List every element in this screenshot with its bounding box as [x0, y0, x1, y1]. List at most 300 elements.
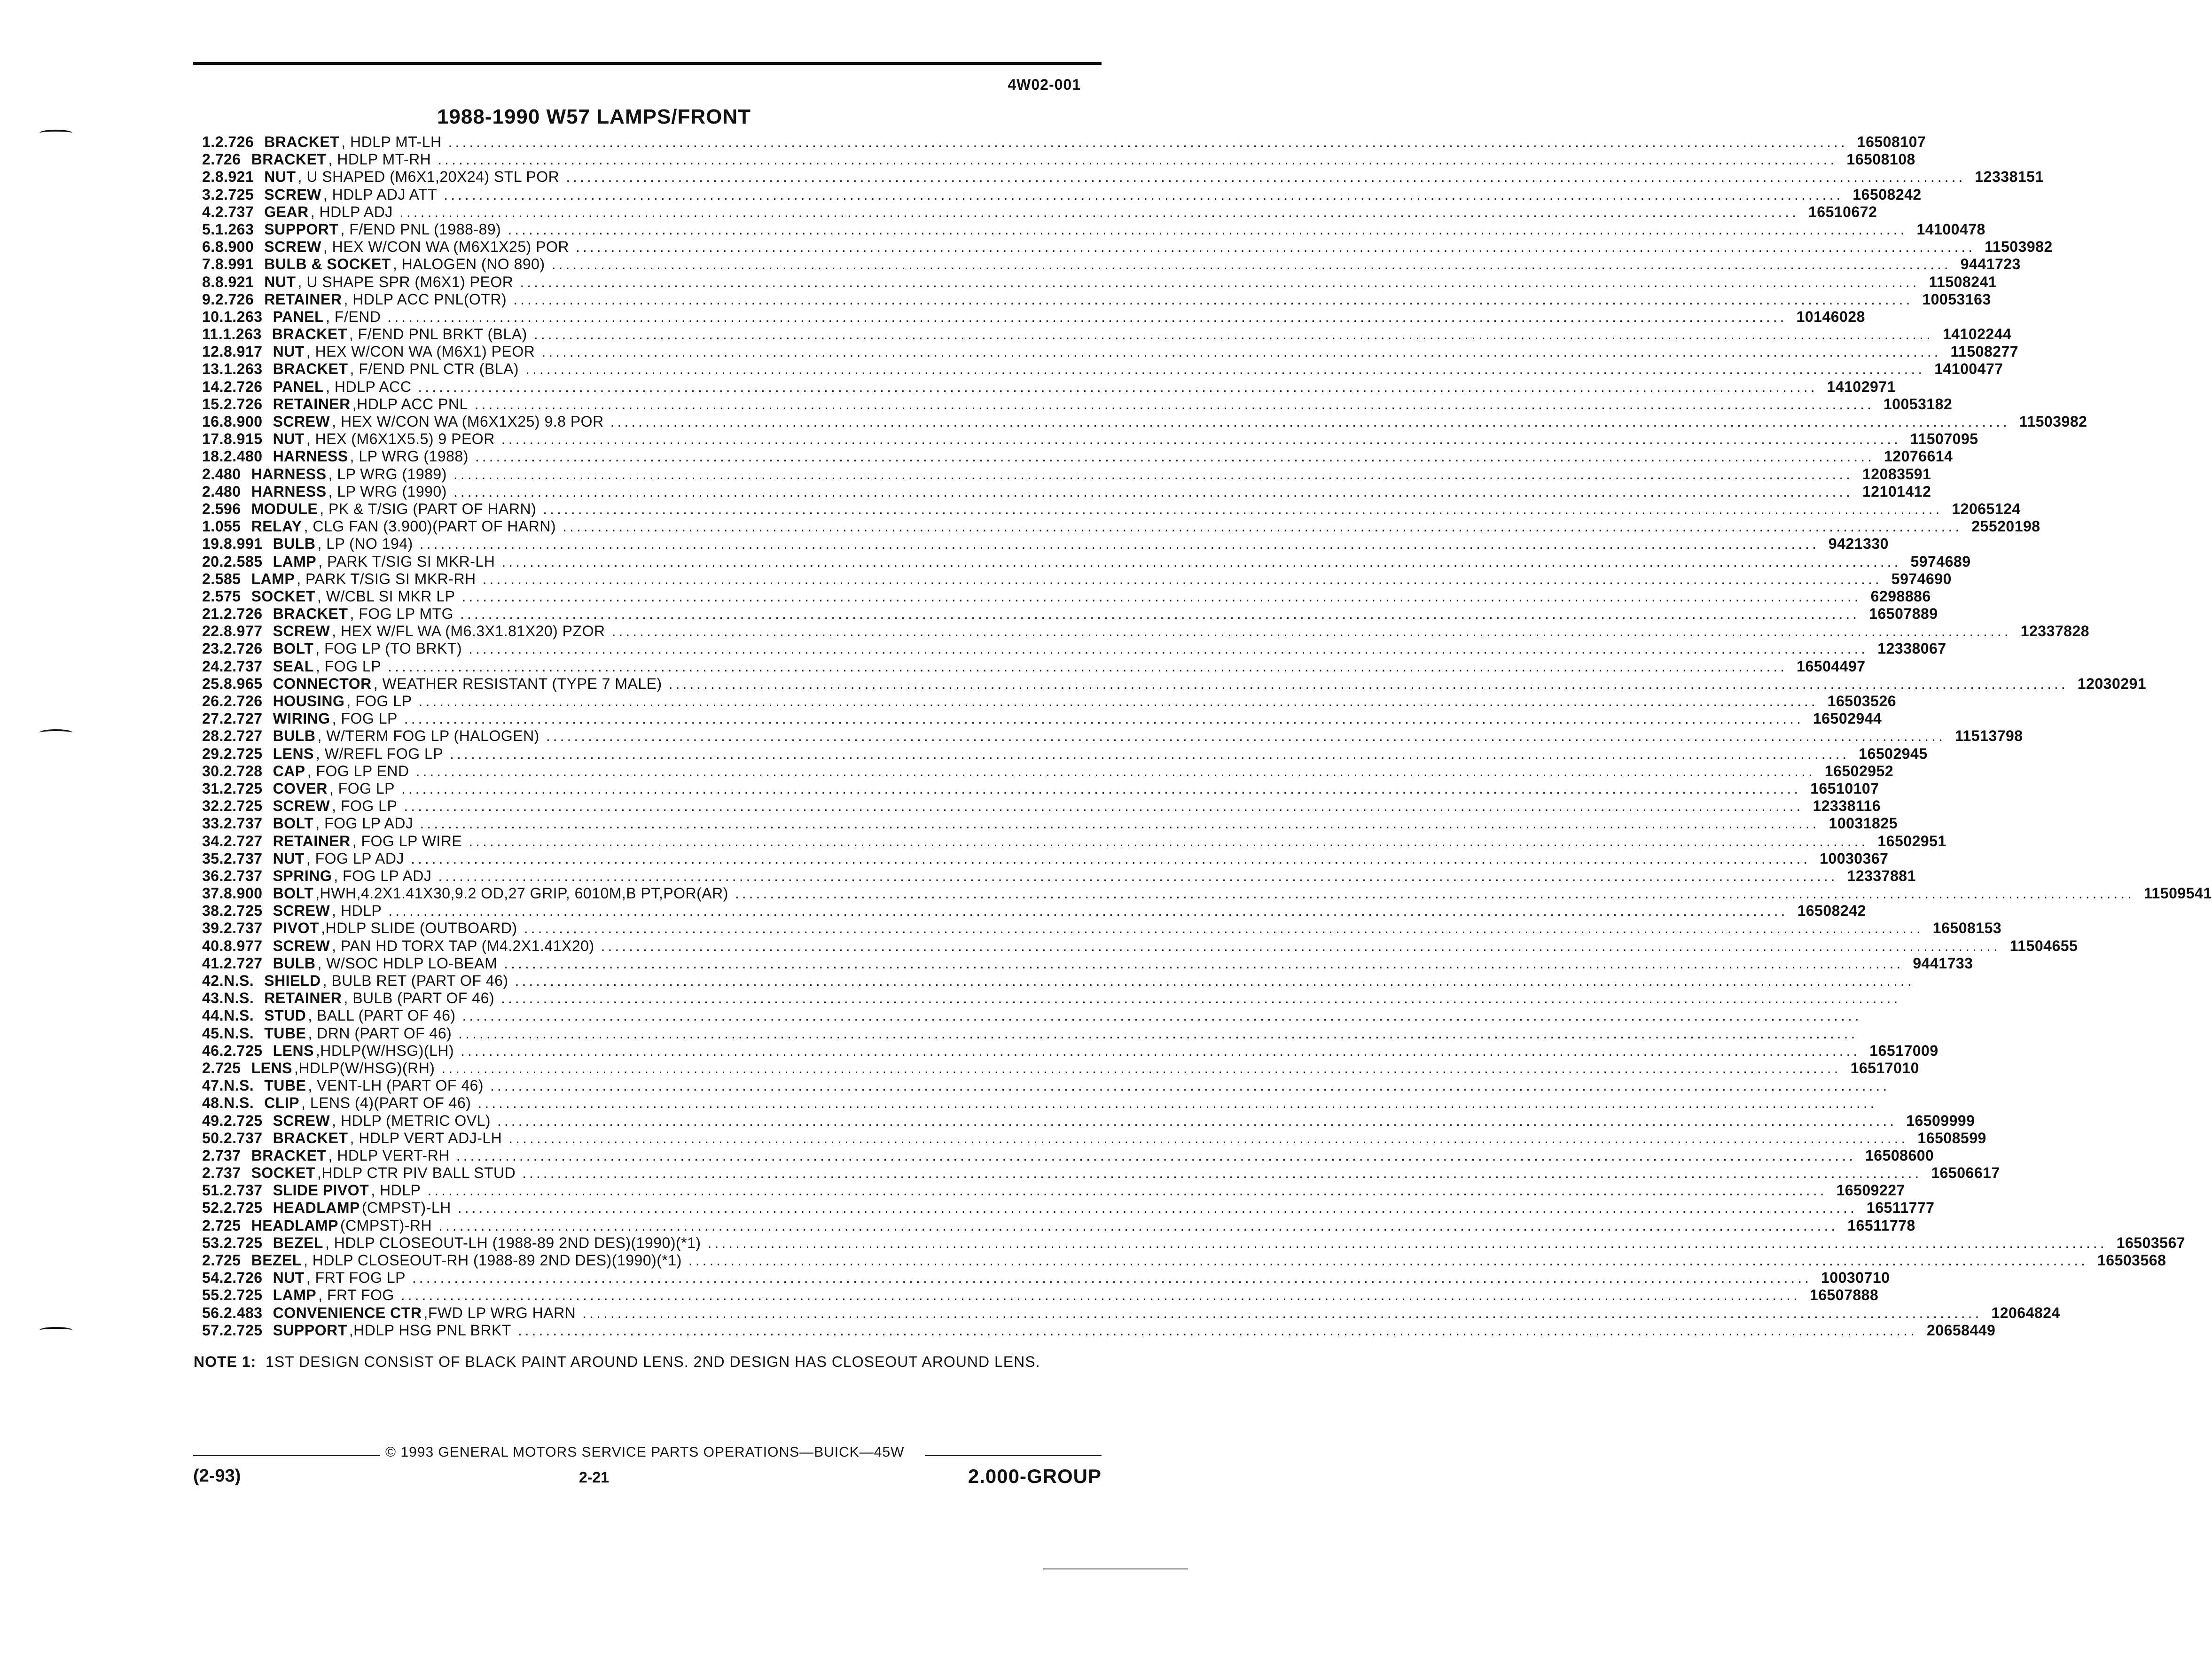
part-description: [263, 675, 2078, 693]
part-detail: , FOG LP: [315, 657, 382, 675]
part-number: 16508242: [1852, 186, 1922, 203]
part-name: CAP: [273, 762, 305, 780]
part-name: COVER: [273, 780, 328, 797]
ref-number: 50.: [202, 1129, 224, 1147]
dot-leader: ........................................................................................................................................................................................................: [388, 902, 1788, 920]
part-row: [202, 203, 1877, 221]
part-name: HARNESS: [251, 483, 327, 500]
dot-leader: ........................................................................................................................................................................................................: [453, 465, 1853, 483]
punch-hole-mark: [39, 1327, 72, 1334]
group-number: N.S.: [223, 990, 254, 1007]
part-row: [202, 1129, 1986, 1147]
group-number: 2.480: [202, 483, 241, 500]
dot-leader: ........................................................................................................................................................................................................: [460, 605, 1860, 623]
group-number: 2.727: [223, 727, 263, 745]
group-number: 2.737: [223, 1129, 263, 1147]
part-name: SCREW: [264, 238, 321, 256]
part-number: 5974690: [1891, 570, 1952, 587]
part-detail: , HDLP: [332, 902, 382, 920]
dot-leader: ........................................................................................................................................................................................................: [477, 1094, 1877, 1112]
part-row: [202, 1059, 1919, 1077]
part-name: BRACKET: [272, 326, 347, 343]
part-detail: , U SHAPE SPR (M6X1) PEOR: [297, 273, 514, 290]
group-number: 2.726: [223, 640, 263, 657]
ref-number: 28.: [202, 727, 224, 745]
part-row: [202, 570, 1952, 588]
part-row: [202, 448, 1953, 465]
part-description: [263, 902, 1798, 920]
dot-leader: ........................................................................................................................................................................................................: [566, 168, 1966, 186]
ref-number: 10.: [202, 308, 224, 325]
part-detail: , BULB RET (PART OF 46): [322, 972, 508, 989]
part-description: [241, 588, 1871, 605]
ref-number: 57.: [202, 1321, 224, 1339]
part-name: SCREW: [273, 902, 330, 920]
part-name: HARNESS: [273, 448, 348, 465]
part-name: SUPPORT: [273, 1321, 347, 1339]
group-number: 2.480: [223, 448, 263, 465]
dot-leader: ........................................................................................................................................................................................................: [469, 832, 1868, 850]
part-name: CONVENIENCE CTR: [273, 1304, 422, 1321]
part-row: [202, 780, 1879, 797]
part-row: [202, 1164, 2000, 1182]
part-number: 16510107: [1810, 780, 1879, 797]
part-number: 16510672: [1808, 203, 1877, 220]
ref-number: 44.: [202, 1007, 224, 1024]
part-name: NUT: [273, 850, 305, 867]
dot-leader: ........................................................................................................................................................................................................: [453, 483, 1853, 500]
part-description: [263, 623, 2021, 640]
part-row: [202, 710, 1882, 727]
dot-leader: ........................................................................................................................................................................................................: [412, 1269, 1812, 1287]
part-name: NUT: [264, 273, 296, 290]
part-number: 11507095: [1910, 430, 1978, 448]
part-row: [202, 623, 2090, 640]
part-detail: , DRN (PART OF 46): [308, 1024, 452, 1042]
group-number: 2.725: [223, 780, 263, 797]
part-detail: , HEX (M6X1X5.5) 9 PEOR: [306, 430, 495, 448]
ref-number: 52.: [202, 1199, 224, 1217]
part-number: 12076614: [1884, 448, 1953, 465]
part-row: [202, 1199, 1935, 1217]
part-number: 16508600: [1865, 1147, 1934, 1164]
part-detail: ,HDLP ACC PNL: [352, 395, 468, 413]
part-number: 12337881: [1847, 867, 1916, 884]
dot-leader: ........................................................................................................................................................................................................: [497, 1112, 1897, 1129]
dot-leader: ........................................................................................................................................................................................................: [501, 990, 1901, 1007]
ref-number: 35.: [202, 850, 224, 867]
part-detail: , HDLP (METRIC OVL): [332, 1112, 491, 1129]
part-description: [263, 396, 1884, 413]
part-detail: ,HWH,4.2X1.41X30,9.2 OD,27 GRIP, 6010M,B PT,POR(AR): [315, 885, 728, 902]
part-row: [202, 535, 1889, 553]
group-number: 2.725: [202, 1252, 241, 1269]
group-number: 2.726: [223, 693, 263, 710]
part-description: [263, 1234, 2117, 1252]
group-number: 8.977: [223, 937, 263, 954]
group-number: 2.737: [223, 1182, 263, 1199]
group-number: 2.725: [223, 1112, 263, 1129]
ref-number: 45.: [202, 1024, 224, 1042]
dot-leader: ........................................................................................................................................................................................................: [543, 500, 1943, 517]
part-detail: , PARK T/SIG SI MKR-LH: [318, 553, 495, 570]
part-description: [263, 833, 1878, 850]
part-name: LAMP: [273, 553, 317, 570]
group-number: 2.725: [223, 1199, 263, 1217]
group-number: 8.900: [223, 413, 263, 430]
ref-number: 55.: [202, 1287, 224, 1304]
part-name: WIRING: [273, 710, 330, 727]
dot-leader: ........................................................................................................................................................................................................: [482, 570, 1882, 587]
part-detail: , LENS (4)(PART OF 46): [301, 1094, 471, 1112]
part-number: 12338151: [1975, 168, 2044, 186]
part-description: [263, 1304, 1992, 1322]
part-detail: , FOG LP: [332, 710, 398, 727]
part-number: 11503982: [2019, 413, 2087, 430]
part-row: [202, 430, 1978, 448]
part-detail: , LP WRG (1990): [328, 483, 447, 500]
part-row: [202, 168, 2044, 186]
part-number: 11503982: [1985, 238, 2053, 256]
part-detail: , BULB (PART OF 46): [344, 990, 495, 1007]
part-detail: , W/TERM FOG LP (HALOGEN): [317, 727, 539, 745]
part-description: [254, 1077, 1899, 1094]
part-description: [254, 238, 1985, 256]
part-description: [241, 1164, 1931, 1182]
part-detail: , LP WRG (1988): [350, 448, 469, 465]
part-number: 16507889: [1869, 605, 1938, 623]
part-name: SHIELD: [264, 972, 321, 989]
part-detail: , BALL (PART OF 46): [308, 1007, 456, 1024]
part-detail: , WEATHER RESISTANT (TYPE 7 MALE): [373, 675, 662, 692]
group-number: 2.726: [223, 378, 263, 395]
part-number: 12065124: [1952, 500, 2021, 517]
part-row: [202, 693, 1897, 710]
part-description: [263, 413, 2019, 430]
footer-rule-right: [925, 1455, 1102, 1456]
group-number: 2.737: [215, 203, 254, 220]
part-detail: , FRT FOG: [318, 1287, 394, 1304]
ref-number: 2.: [202, 168, 215, 186]
part-number: 16517009: [1869, 1042, 1938, 1059]
dot-leader: ........................................................................................................................................................................................................: [404, 710, 1804, 727]
part-number: 16511778: [1847, 1217, 1915, 1234]
part-detail: , FOG LP MTG: [350, 605, 454, 623]
part-row: [202, 1304, 2060, 1322]
part-row: [202, 500, 2021, 518]
part-number: 16511777: [1866, 1199, 1935, 1217]
part-detail: ,HDLP(W/HSG)(RH): [294, 1059, 435, 1077]
part-detail: , HDLP MT-LH: [341, 133, 442, 150]
ref-number: 13.: [202, 360, 224, 378]
part-number: 16502945: [1859, 745, 1928, 762]
dot-leader: ........................................................................................................................................................................................................: [410, 850, 1811, 867]
dot-leader: ........................................................................................................................................................................................................: [508, 220, 1907, 238]
part-description: [263, 1112, 1907, 1130]
part-number: 16507888: [1809, 1287, 1879, 1304]
part-name: BULB & SOCKET: [264, 256, 391, 273]
part-row: [202, 745, 1928, 763]
dot-leader: ........................................................................................................................................................................................................: [418, 378, 1818, 395]
ref-number: 3.: [202, 186, 215, 203]
part-detail: , F/END PNL BRKT (BLA): [349, 326, 527, 343]
part-number: 14102244: [1942, 326, 2012, 343]
part-detail: , FOG LP (TO BRKT): [315, 640, 462, 657]
group-number: 2.725: [202, 1059, 241, 1077]
group-number: 2.575: [202, 587, 241, 605]
page-code: 4W02-001: [1008, 76, 1081, 93]
part-name: BULB: [273, 535, 316, 553]
group-number: 2.728: [223, 762, 263, 780]
part-detail: , F/END PNL (1988-89): [340, 220, 501, 238]
ref-number: 42.: [202, 972, 224, 989]
group-number: 2.737: [223, 815, 263, 832]
part-row: [202, 413, 2087, 430]
ref-number: 16.: [202, 413, 224, 430]
part-number: 16502951: [1877, 832, 1946, 850]
part-row: [202, 1094, 1877, 1112]
part-name: BOLT: [273, 815, 314, 832]
part-row: [202, 1007, 1862, 1024]
part-number: 16503568: [2097, 1252, 2166, 1269]
part-description: [254, 1025, 1867, 1042]
part-row: [202, 587, 1931, 605]
part-number: 16508242: [1797, 902, 1866, 920]
dot-leader: ........................................................................................................................................................................................................: [735, 885, 2134, 902]
dot-leader: ........................................................................................................................................................................................................: [388, 657, 1788, 675]
group-number: 2.725: [223, 1042, 263, 1059]
ref-number: 8.: [202, 273, 215, 290]
part-name: HOUSING: [273, 693, 345, 710]
part-description: [254, 291, 1922, 308]
part-detail: , FOG LP: [346, 693, 412, 710]
part-name: PANEL: [273, 378, 324, 395]
part-name: PIVOT: [273, 920, 320, 937]
part-row: [202, 797, 1881, 815]
part-name: RETAINER: [264, 290, 342, 308]
dot-leader: ........................................................................................................................................................................................................: [668, 675, 2068, 692]
part-number: 16508108: [1846, 151, 1915, 168]
part-detail: , HDLP ACC: [326, 378, 412, 395]
group-number: 2.585: [223, 553, 263, 570]
dot-leader: ........................................................................................................................................................................................................: [418, 693, 1818, 710]
part-detail: , PK & T/SIG (PART OF HARN): [320, 500, 537, 517]
part-description: [263, 1269, 1821, 1287]
part-row: [202, 640, 1946, 657]
scan-edge-line: [1043, 1568, 1188, 1569]
part-name: RELAY: [251, 518, 302, 535]
dot-leader: ........................................................................................................................................................................................................: [474, 395, 1874, 413]
ref-number: 23.: [202, 640, 224, 657]
part-number: 16508599: [1917, 1129, 1986, 1147]
group-number: 2.726: [215, 290, 254, 308]
part-number: 12083591: [1862, 465, 1931, 483]
group-number: 8.991: [223, 535, 263, 553]
group-number: 1.263: [223, 326, 262, 343]
part-description: [263, 448, 1884, 465]
part-description: [262, 326, 1943, 343]
group-number: 2.725: [202, 1217, 241, 1234]
part-row: [202, 308, 1865, 326]
part-description: [263, 430, 1910, 448]
part-detail: , FOG LP ADJ: [306, 850, 404, 867]
dot-leader: ........................................................................................................................................................................................................: [399, 203, 1799, 220]
part-number: 12030291: [2077, 675, 2147, 692]
group-number: 2.737: [223, 657, 263, 675]
part-number: 12338067: [1877, 640, 1946, 657]
part-name: BRACKET: [273, 360, 348, 378]
part-number: 12064824: [1991, 1304, 2060, 1321]
part-detail: , PARK T/SIG SI MKR-RH: [297, 570, 476, 587]
group-number: 2.737: [202, 1164, 241, 1182]
punch-hole-mark: [39, 729, 72, 736]
part-number: 11504655: [2009, 937, 2078, 954]
part-name: SOCKET: [251, 1164, 315, 1182]
part-description: [263, 885, 2144, 902]
group-number: 2.727: [223, 710, 263, 727]
part-description: [263, 535, 1829, 553]
group-number: 2.725: [223, 797, 263, 815]
dot-leader: ........................................................................................................................................................................................................: [501, 553, 1901, 570]
group-number: 1.263: [223, 308, 263, 325]
dot-leader: ........................................................................................................................................................................................................: [504, 954, 1904, 972]
part-number: 16506617: [1931, 1164, 2000, 1182]
part-row: [202, 762, 1894, 780]
ref-number: 41.: [202, 954, 224, 972]
part-row: [202, 815, 1898, 832]
part-number: 16509999: [1906, 1112, 1975, 1129]
part-number: 11508277: [1950, 343, 2019, 360]
group-number: 2.725: [223, 1287, 263, 1304]
part-name: BEZEL: [273, 1234, 323, 1251]
part-description: [241, 518, 1972, 535]
ref-number: 46.: [202, 1042, 224, 1059]
group-number: 8.977: [223, 623, 263, 640]
group-number: 8.900: [215, 238, 254, 256]
part-name: SCREW: [273, 1112, 330, 1129]
part-description: [241, 1217, 1848, 1234]
dot-leader: ........................................................................................................................................................................................................: [508, 1129, 1908, 1147]
part-description: [254, 186, 1852, 203]
part-description: [263, 815, 1829, 832]
ref-number: 56.: [202, 1304, 224, 1321]
part-name: HEADLAMP: [273, 1199, 360, 1217]
group-number: 2.727: [223, 954, 263, 972]
group-number: 2.726: [223, 395, 263, 413]
part-name: BRACKET: [273, 1129, 348, 1147]
part-row: [202, 1182, 1905, 1199]
part-row: [202, 151, 1915, 168]
part-description: [263, 710, 1813, 727]
group-number: 8.921: [215, 273, 254, 290]
ref-number: 11.: [202, 326, 223, 343]
part-detail: , FOG LP ADJ: [315, 815, 414, 832]
part-number: 5974689: [1910, 553, 1971, 570]
group-number: 2.737: [202, 1147, 241, 1164]
dot-leader: ........................................................................................................................................................................................................: [515, 972, 1915, 989]
part-name: CONNECTOR: [273, 675, 372, 692]
dot-leader: ........................................................................................................................................................................................................: [387, 308, 1787, 325]
part-row: [202, 832, 1946, 850]
part-description: [263, 780, 1811, 797]
part-number: 11509541: [2144, 885, 2212, 902]
ref-number: 22.: [202, 623, 224, 640]
part-detail: , HDLP MT-RH: [328, 151, 431, 168]
part-row: [202, 850, 1889, 867]
part-number: 16508153: [1932, 920, 2002, 937]
part-description: [241, 1252, 2097, 1269]
part-number: 14102971: [1827, 378, 1896, 395]
part-description: [263, 658, 1797, 675]
page-number: 2-21: [578, 1469, 610, 1486]
dot-leader: ........................................................................................................................................................................................................: [563, 518, 1962, 535]
part-row: [202, 186, 1922, 203]
part-name: TUBE: [264, 1024, 306, 1042]
part-detail: , FRT FOG LP: [306, 1269, 406, 1287]
group-number: N.S.: [223, 1007, 254, 1024]
ref-number: 31.: [202, 780, 224, 797]
group-number: 1.055: [202, 518, 241, 535]
part-description: [254, 972, 1923, 990]
part-row: [202, 326, 2012, 343]
page-title: 1988-1990 W57 LAMPS/FRONT: [437, 105, 751, 128]
dot-leader: ........................................................................................................................................................................................................: [520, 273, 1920, 290]
part-name: RETAINER: [264, 990, 342, 1007]
dot-leader: ........................................................................................................................................................................................................: [456, 1147, 1856, 1164]
part-description: [263, 343, 1951, 360]
ref-number: 6.: [202, 238, 215, 256]
part-name: BEZEL: [251, 1252, 302, 1269]
part-name: HARNESS: [251, 465, 327, 483]
part-number: 12338116: [1813, 797, 1881, 815]
part-number: 14100477: [1934, 360, 2003, 378]
dot-leader: ........................................................................................................................................................................................................: [576, 238, 1976, 256]
dot-leader: ........................................................................................................................................................................................................: [462, 1007, 1862, 1024]
part-row: [202, 1217, 1915, 1234]
part-detail: , HDLP ADJ ATT: [323, 186, 438, 203]
part-description: [263, 1199, 1867, 1217]
part-name: SCREW: [273, 937, 330, 954]
part-number: 10030710: [1821, 1269, 1890, 1287]
group-number: 2.725: [223, 1321, 263, 1339]
part-description: [263, 553, 1911, 570]
part-number: 9441723: [1960, 256, 2021, 273]
dot-leader: ........................................................................................................................................................................................................: [546, 727, 1946, 745]
part-description: [263, 1287, 1810, 1304]
part-detail: , FOG LP END: [307, 762, 409, 780]
part-row: [202, 1077, 1890, 1094]
dot-leader: ........................................................................................................................................................................................................: [404, 797, 1804, 815]
part-number: 12337828: [2020, 623, 2090, 640]
part-detail: , HEX W/CON WA (M6X1X25) POR: [323, 238, 569, 256]
group-number: 8.917: [223, 343, 263, 360]
dot-leader: ........................................................................................................................................................................................................: [533, 326, 1933, 343]
ref-number: 12.: [202, 343, 224, 360]
part-name: BOLT: [273, 885, 314, 902]
footnote-label: NOTE 1:: [194, 1353, 257, 1370]
group-number: 2.737: [223, 920, 263, 937]
ref-number: 21.: [202, 605, 224, 623]
part-detail: , FOG LP: [332, 797, 398, 815]
dot-leader: ........................................................................................................................................................................................................: [448, 133, 1848, 150]
dot-leader: ........................................................................................................................................................................................................: [551, 256, 1951, 273]
group-number: 2.725: [223, 1234, 263, 1251]
part-row: [202, 972, 1915, 990]
part-detail: , HDLP ADJ: [310, 203, 393, 220]
ref-number: 49.: [202, 1112, 224, 1129]
dot-leader: ........................................................................................................................................................................................................: [522, 1164, 1922, 1182]
part-description: [254, 1094, 1886, 1112]
